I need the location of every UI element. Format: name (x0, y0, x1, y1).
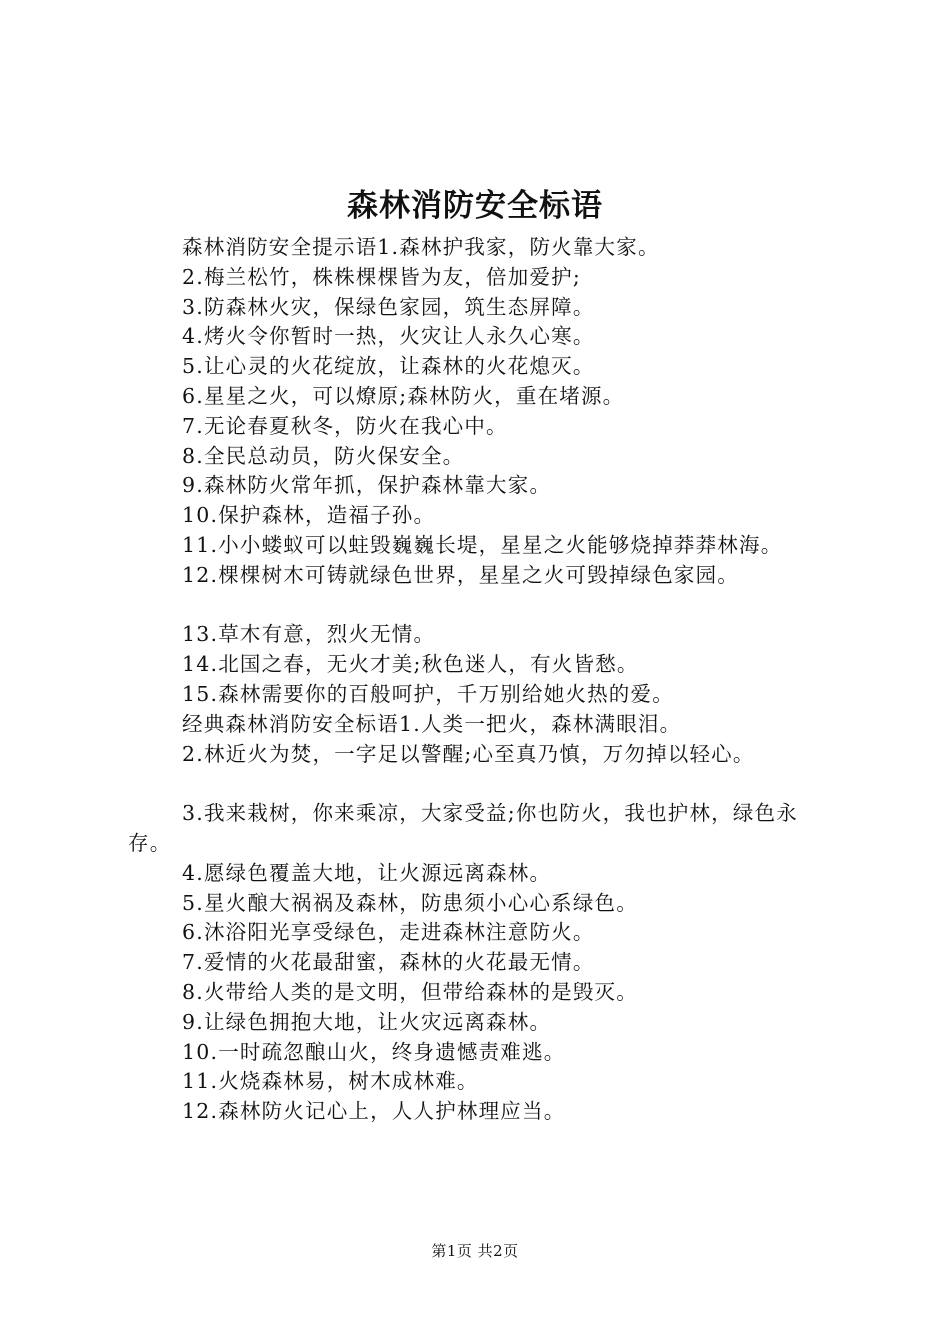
paragraph: 5.让心灵的火花绽放，让森林的火花熄灭。 (182, 354, 595, 379)
page-footer: 第1页 共2页 (431, 1242, 519, 1260)
paragraph: 10.一时疏忽酿山火，终身遗憾责难逃。 (182, 1039, 566, 1064)
paragraph: 5.星火酿大祸祸及森林，防患须小心心系绿色。 (182, 890, 638, 915)
paragraph: 3.我来栽树，你来乘凉，大家受益;你也防火，我也护林，绿色永存。 (128, 801, 798, 855)
paragraph: 经典森林消防安全标语1.人类一把火，森林满眼泪。 (182, 711, 682, 736)
paragraph: 13.草木有意，烈火无情。 (182, 622, 436, 647)
paragraph: 9.森林防火常年抓，保护森林靠大家。 (182, 473, 552, 498)
paragraph: 8.火带给人类的是文明，但带给森林的是毁灭。 (182, 979, 638, 1004)
paragraph: 10.保护森林，造福子孙。 (182, 503, 436, 528)
paragraph: 4.愿绿色覆盖大地，让火源远离森林。 (182, 860, 552, 885)
paragraph: 2.林近火为焚，一字足以警醒;心至真乃慎，万勿掉以轻心。 (182, 741, 755, 766)
document-title: 森林消防安全标语 (347, 188, 603, 224)
paragraph: 6.沐浴阳光享受绿色，走进森林注意防火。 (182, 920, 595, 945)
paragraph: 6.星星之火，可以燎原;森林防火，重在堵源。 (182, 383, 625, 408)
paragraph: 9.让绿色拥抱大地，让火灾远离森林。 (182, 1009, 552, 1034)
paragraph: 11.火烧森林易，树木成林难。 (182, 1069, 479, 1094)
paragraph: 12.棵棵树木可铸就绿色世界，星星之火可毁掉绿色家园。 (182, 562, 740, 587)
paragraph: 7.无论春夏秋冬，防火在我心中。 (182, 413, 508, 438)
paragraph: 8.全民总动员，防火保安全。 (182, 443, 465, 468)
paragraph: 11.小小蝼蚁可以蛀毁巍巍长堤，星星之火能够烧掉莽莽林海。 (182, 532, 783, 557)
paragraph: 森林消防安全提示语1.森林护我家，防火靠大家。 (182, 235, 660, 259)
blank-line (128, 769, 840, 799)
paragraph: 3.防森林火灾，保绿色家园，筑生态屏障。 (182, 294, 595, 319)
document-body (128, 233, 840, 1127)
paragraph: 14.北国之春，无火才美;秋色迷人，有火皆愁。 (182, 652, 639, 677)
paragraph: 2.梅兰松竹，株株棵棵皆为友，倍加爱护; (182, 264, 581, 289)
blank-line (128, 591, 840, 621)
paragraph: 12.森林防火记心上，人人护林理应当。 (182, 1099, 566, 1124)
paragraph: 4.烤火令你暂时一热，火灾让人永久心寒。 (182, 324, 595, 349)
paragraph: 7.爱情的火花最甜蜜，森林的火花最无情。 (182, 950, 595, 975)
paragraph: 15.森林需要你的百般呵护，千万别给她火热的爱。 (182, 681, 674, 706)
